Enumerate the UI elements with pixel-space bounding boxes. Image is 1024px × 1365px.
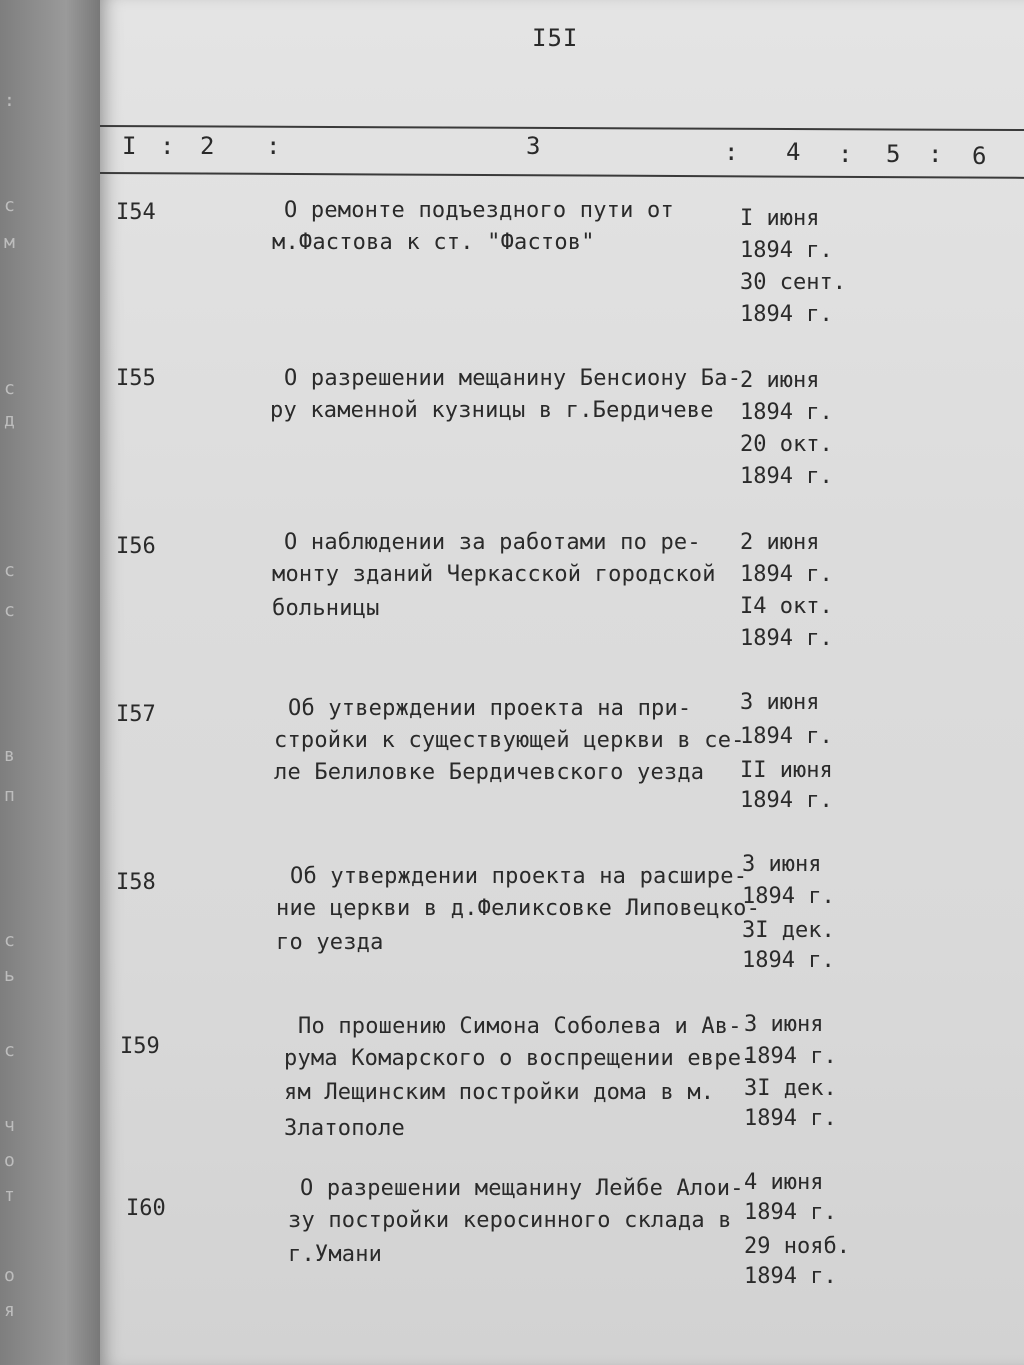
entry-date: 1894 г.	[740, 302, 833, 327]
edge-mark: в	[4, 745, 15, 766]
column-separator: :	[160, 132, 175, 160]
entry-title-line: Об утверждении проекта на при-	[288, 696, 692, 721]
entry-date: 1894 г.	[744, 1044, 837, 1069]
edge-mark: с	[4, 930, 15, 951]
edge-mark: д	[4, 410, 15, 431]
entry-date: 1894 г.	[740, 464, 833, 489]
entry-title-line: Златополе	[284, 1116, 406, 1141]
entry-date: I4 окт.	[740, 594, 833, 619]
entry-title-line: По прошению Симона Соболева и Ав-	[298, 1014, 742, 1039]
edge-mark: я	[4, 1300, 15, 1321]
entry-date: 3 июня	[744, 1012, 824, 1037]
entry-date: 20 окт.	[740, 432, 833, 457]
entry-number: I57	[116, 702, 156, 727]
facing-page-edge	[0, 0, 110, 1365]
entry-title-line: рума Комарского о воспрещении евре-	[284, 1046, 755, 1071]
entry-title-line: зу постройки керосинного склада в	[288, 1208, 732, 1233]
page-number: I5I	[532, 24, 579, 52]
entry-title-line: г.Умани	[288, 1242, 383, 1267]
column-separator: :	[928, 140, 943, 168]
edge-mark: п	[4, 785, 15, 806]
entry-number: I59	[120, 1034, 160, 1059]
entry-title-line: О ремонте подъездного пути от	[284, 198, 674, 223]
entry-number: I58	[116, 870, 156, 895]
entry-date: 30 сент.	[740, 270, 846, 295]
entry-date: 3I дек.	[742, 918, 835, 943]
entry-date: II июня	[740, 758, 833, 783]
column-header-1: I	[122, 132, 137, 160]
column-header-6: 6	[972, 142, 987, 170]
entry-date: 1894 г.	[740, 788, 833, 813]
edge-mark: ь	[4, 965, 15, 986]
entry-date: 1894 г.	[740, 400, 833, 425]
edge-mark: с	[4, 1040, 15, 1061]
entry-title-line: м.Фастова к ст. "Фастов"	[272, 230, 595, 255]
edge-mark: о	[4, 1150, 15, 1171]
column-separator: :	[724, 138, 739, 166]
edge-mark: с	[4, 378, 15, 399]
entry-date: 1894 г.	[742, 884, 835, 909]
edge-mark: м	[4, 232, 15, 253]
entry-title-line: ям Лещинским постройки дома в м.	[284, 1080, 715, 1105]
entry-date: 1894 г.	[740, 724, 833, 749]
entry-number: I60	[126, 1196, 166, 1221]
edge-mark: :	[4, 90, 15, 111]
entry-title-line: го уезда	[276, 930, 384, 955]
entry-number: I56	[116, 534, 156, 559]
entry-date: 3I дек.	[744, 1076, 837, 1101]
entry-date: 1894 г.	[744, 1106, 837, 1131]
column-header-3: 3	[526, 132, 541, 160]
entry-date: 1894 г.	[740, 238, 833, 263]
entry-title-line: стройки к существующей церкви в се-	[274, 728, 745, 753]
column-header-2: 2	[200, 132, 215, 160]
column-separator: :	[838, 140, 853, 168]
entry-date: 1894 г.	[742, 948, 835, 973]
entry-date: 3 июня	[742, 852, 822, 877]
entry-date: 1894 г.	[740, 626, 833, 651]
edge-mark: ч	[4, 1115, 15, 1136]
entry-date: 2 июня	[740, 368, 820, 393]
column-header-5: 5	[886, 140, 901, 168]
entry-date: 2 июня	[740, 530, 820, 555]
column-separator: :	[266, 132, 281, 160]
entry-title-line: О наблюдении за работами по ре-	[284, 530, 701, 555]
entry-date: 3 июня	[740, 690, 820, 715]
entry-title-line: ру каменной кузницы в г.Бердичеве	[270, 398, 714, 423]
entry-date: 29 нояб.	[744, 1234, 850, 1259]
entry-date: 1894 г.	[744, 1264, 837, 1289]
column-header-4: 4	[786, 138, 801, 166]
edge-mark: с	[4, 195, 15, 216]
entry-date: I июня	[740, 206, 820, 231]
edge-mark: т	[4, 1185, 15, 1206]
entry-number: I54	[116, 200, 156, 225]
entry-date: 1894 г.	[740, 562, 833, 587]
entry-title-line: О разрешении мещанину Лейбе Алои-	[300, 1176, 744, 1201]
entry-date: 4 июня	[744, 1170, 824, 1195]
edge-mark: с	[4, 560, 15, 581]
entry-date: 1894 г.	[744, 1200, 837, 1225]
entry-title-line: Об утверждении проекта на расшире-	[290, 864, 748, 889]
entry-title-line: больницы	[272, 596, 380, 621]
entry-number: I55	[116, 366, 156, 391]
entry-title-line: О разрешении мещанину Бенсиону Ба-	[284, 366, 742, 391]
edge-mark: с	[4, 600, 15, 621]
entry-title-line: ле Белиловке Бердичевского уезда	[274, 760, 705, 785]
edge-mark: о	[4, 1265, 15, 1286]
entry-title-line: ние церкви в д.Феликсовке Липовецко-	[276, 896, 761, 921]
entry-title-line: монту зданий Черкасской городской	[272, 562, 716, 587]
